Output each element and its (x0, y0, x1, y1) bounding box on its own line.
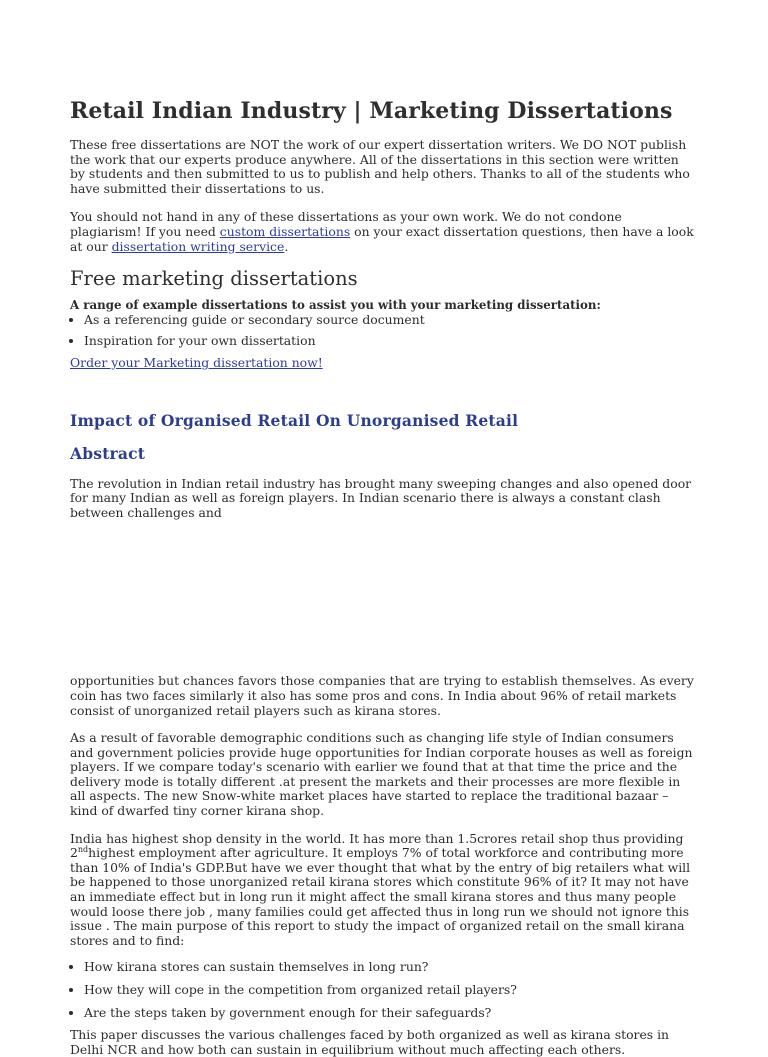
blank-gap (70, 520, 696, 674)
demographic-paragraph: As a result of favorable demographic conditions such as changing life style of Indian consumers and government policies provide huge opportunities for Indian corporate houses as well as foreign players. If we compare today's scenario with earlier we found that at that time the price and the delivery mode is totally different .at present the markets and their processes are more flexible in all aspects. The new Snow-white market places have started to replace the traditional bazaar – kind of dwarfed tiny corner kirana shop. (70, 730, 693, 819)
dissertation-writing-service-link[interactable]: dissertation writing service (111, 238, 285, 254)
plagiarism-paragraph (70, 210, 696, 254)
page-title: Retail Indian Industry | Marketing Dissertations (70, 98, 673, 124)
research-questions-list (70, 960, 696, 1020)
abstract-heading: Abstract (70, 443, 146, 463)
list-item: • How kirana stores can sustain themselves in long run? (84, 960, 696, 975)
order-dissertation-link[interactable]: Order your Marketing dissertation now! (70, 354, 323, 370)
abstract-continued-paragraph: opportunities but chances favors those companies that are trying to establish themselves. As every coin has two faces similarly it also has some pros and cons. In India about 96% of retail markets consist of unorganized retail players such as kirana stores. (70, 673, 694, 718)
custom-dissertations-link[interactable]: custom dissertations (219, 223, 351, 239)
range-label: A range of example dissertations to assist you with your marketing dissertation: (70, 298, 601, 313)
paper-summary-paragraph: This paper discusses the various challenges faced by both organized as well as kirana stores in Delhi NCR and how both can sustain in equilibrium without much affecting each others. (70, 1027, 670, 1057)
uses-list (70, 313, 696, 349)
abstract-paragraph: The revolution in Indian retail industry has brought many sweeping changes and also opened door for many Indian as well as foreign players. In Indian scenario there is always a constant clash between challenges and (70, 475, 692, 520)
shop-density-paragraph (70, 832, 696, 949)
list-item: • As a referencing guide or secondary source document (84, 313, 696, 328)
plagiarism-text-a: You should not hand in any of these dissertations as your own work. We do not condone plagiarism! If you need (70, 209, 622, 239)
shop-density-text-b: highest employment after agriculture. It employs 7% of total workforce and contributing more than 10% of India's GDP.But have we ever thought that what by the entry of big retailers what will be happened to those unorganized retail kirana stores which constitute 96% of it? It may not have an immediate effect but in long run it might affect the small kirana stores and thus many people would loose there job , many families could get affected thus in long run we should not ignore this issue . The main purpose of this report to study the impact of organized retail on the small kirana stores and to find: (70, 845, 691, 948)
free-marketing-heading: Free marketing dissertations (70, 267, 358, 291)
article-content (70, 96, 696, 1057)
plagiarism-text-b: on your exact dissertation questions, then have a look at our (70, 223, 694, 254)
superscript-nd: nd (77, 845, 89, 855)
disclaimer-paragraph: These free dissertations are NOT the work of our expert dissertation writers. We DO NOT publish the work that our experts produce anywhere. All of the dissertations in this section were written by students and then submitted to us to publish and help others. Thanks to all of the students who have submitted their dissertations to us. (70, 137, 690, 196)
shop-density-text-a: India has highest shop density in the world. It has more than 1.5crores retail shop thus providing 2 (70, 830, 684, 861)
list-item: • How they will cope in the competition from organized retail players? (84, 983, 696, 998)
article-heading: Impact of Organised Retail On Unorganised Retail (70, 410, 519, 430)
list-item: • Are the steps taken by government enough for their safeguards? (84, 1006, 696, 1021)
plagiarism-text-c: . (284, 238, 289, 254)
list-item: • Inspiration for your own dissertation (84, 334, 696, 349)
